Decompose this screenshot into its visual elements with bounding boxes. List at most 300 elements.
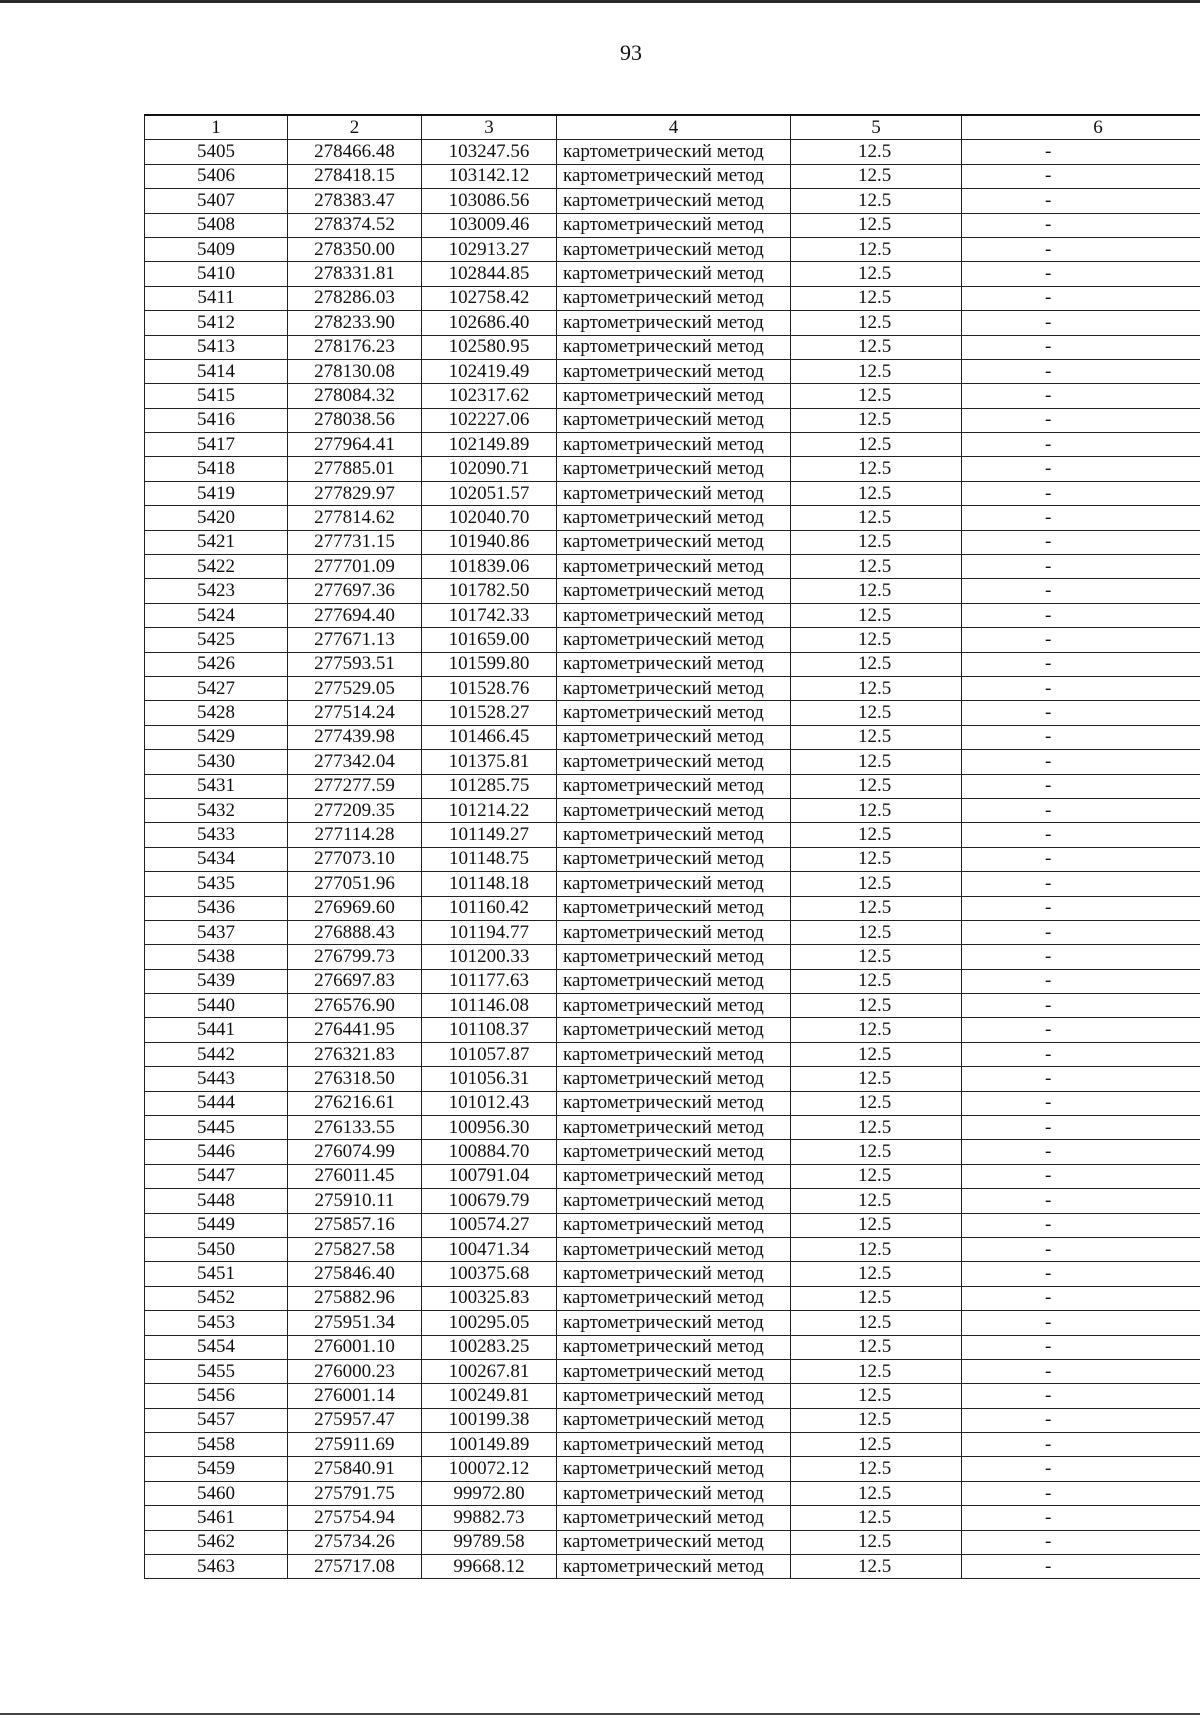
point-number-cell: 5456 [145, 1384, 288, 1408]
accuracy-cell: 12.5 [791, 676, 962, 700]
note-cell: - [962, 335, 1200, 359]
y-coordinate-cell: 101466.45 [422, 725, 557, 749]
point-number-cell: 5449 [145, 1213, 288, 1237]
x-coordinate-cell: 275911.69 [288, 1433, 422, 1457]
note-cell: - [962, 311, 1200, 335]
method-cell: картометрический метод [557, 628, 791, 652]
table-row [145, 189, 1200, 213]
x-coordinate-cell: 276216.61 [288, 1091, 422, 1115]
method-cell: картометрический метод [557, 262, 791, 286]
point-number-cell: 5410 [145, 262, 288, 286]
y-coordinate-cell: 101782.50 [422, 579, 557, 603]
accuracy-cell: 12.5 [791, 1530, 962, 1554]
method-cell: картометрический метод [557, 286, 791, 310]
point-number-cell: 5434 [145, 847, 288, 871]
y-coordinate-cell: 103009.46 [422, 213, 557, 237]
method-cell: картометрический метод [557, 530, 791, 554]
x-coordinate-cell: 275827.58 [288, 1237, 422, 1261]
table-row [145, 1189, 1200, 1213]
note-cell: - [962, 1140, 1200, 1164]
accuracy-cell: 12.5 [791, 189, 962, 213]
method-cell: картометрический метод [557, 701, 791, 725]
y-coordinate-cell: 103086.56 [422, 189, 557, 213]
table-row [145, 555, 1200, 579]
table-header-row [145, 115, 1200, 140]
note-cell: - [962, 1335, 1200, 1359]
accuracy-cell: 12.5 [791, 1481, 962, 1505]
table-row [145, 1237, 1200, 1261]
table-row [145, 774, 1200, 798]
method-cell: картометрический метод [557, 189, 791, 213]
x-coordinate-cell: 275951.34 [288, 1311, 422, 1335]
table-row [145, 1359, 1200, 1383]
table-row [145, 237, 1200, 261]
table-row [145, 1262, 1200, 1286]
table-row [145, 1067, 1200, 1091]
accuracy-cell: 12.5 [791, 1091, 962, 1115]
table-row [145, 1555, 1200, 1579]
table-row [145, 506, 1200, 530]
table-row [145, 359, 1200, 383]
column-header: 5 [791, 115, 962, 140]
x-coordinate-cell: 277439.98 [288, 725, 422, 749]
point-number-cell: 5443 [145, 1067, 288, 1091]
y-coordinate-cell: 102686.40 [422, 311, 557, 335]
accuracy-cell: 12.5 [791, 140, 962, 164]
note-cell: - [962, 945, 1200, 969]
y-coordinate-cell: 101375.81 [422, 750, 557, 774]
scan-edge-bottom [0, 1713, 1200, 1715]
table-row [145, 1286, 1200, 1310]
note-cell: - [962, 1359, 1200, 1383]
y-coordinate-cell: 102758.42 [422, 286, 557, 310]
table-row [145, 1335, 1200, 1359]
note-cell: - [962, 189, 1200, 213]
accuracy-cell: 12.5 [791, 335, 962, 359]
table-row [145, 701, 1200, 725]
point-number-cell: 5408 [145, 213, 288, 237]
x-coordinate-cell: 278331.81 [288, 262, 422, 286]
accuracy-cell: 12.5 [791, 969, 962, 993]
accuracy-cell: 12.5 [791, 1335, 962, 1359]
note-cell: - [962, 628, 1200, 652]
table-row [145, 262, 1200, 286]
point-number-cell: 5461 [145, 1506, 288, 1530]
y-coordinate-cell: 100884.70 [422, 1140, 557, 1164]
method-cell: картометрический метод [557, 1140, 791, 1164]
point-number-cell: 5444 [145, 1091, 288, 1115]
note-cell: - [962, 725, 1200, 749]
table-row [145, 969, 1200, 993]
point-number-cell: 5450 [145, 1237, 288, 1261]
table-row [145, 1213, 1200, 1237]
method-cell: картометрический метод [557, 1408, 791, 1432]
method-cell: картометрический метод [557, 1237, 791, 1261]
accuracy-cell: 12.5 [791, 725, 962, 749]
table-row [145, 164, 1200, 188]
note-cell: - [962, 774, 1200, 798]
point-number-cell: 5426 [145, 652, 288, 676]
point-number-cell: 5412 [145, 311, 288, 335]
y-coordinate-cell: 100249.81 [422, 1384, 557, 1408]
y-coordinate-cell: 101214.22 [422, 798, 557, 822]
table-row [145, 872, 1200, 896]
table-row [145, 628, 1200, 652]
point-number-cell: 5417 [145, 433, 288, 457]
accuracy-cell: 12.5 [791, 652, 962, 676]
point-number-cell: 5433 [145, 823, 288, 847]
note-cell: - [962, 359, 1200, 383]
table-row [145, 823, 1200, 847]
y-coordinate-cell: 101149.27 [422, 823, 557, 847]
method-cell: картометрический метод [557, 1530, 791, 1554]
note-cell: - [962, 896, 1200, 920]
x-coordinate-cell: 278383.47 [288, 189, 422, 213]
method-cell: картометрический метод [557, 725, 791, 749]
accuracy-cell: 12.5 [791, 1286, 962, 1310]
x-coordinate-cell: 278233.90 [288, 311, 422, 335]
method-cell: картометрический метод [557, 1481, 791, 1505]
y-coordinate-cell: 102580.95 [422, 335, 557, 359]
note-cell: - [962, 701, 1200, 725]
method-cell: картометрический метод [557, 920, 791, 944]
method-cell: картометрический метод [557, 798, 791, 822]
point-number-cell: 5452 [145, 1286, 288, 1310]
y-coordinate-cell: 101285.75 [422, 774, 557, 798]
table-row [145, 1408, 1200, 1432]
x-coordinate-cell: 278374.52 [288, 213, 422, 237]
y-coordinate-cell: 101940.86 [422, 530, 557, 554]
x-coordinate-cell: 277731.15 [288, 530, 422, 554]
note-cell: - [962, 164, 1200, 188]
note-cell: - [962, 1286, 1200, 1310]
note-cell: - [962, 1189, 1200, 1213]
y-coordinate-cell: 101177.63 [422, 969, 557, 993]
note-cell: - [962, 1164, 1200, 1188]
method-cell: картометрический метод [557, 1457, 791, 1481]
note-cell: - [962, 1262, 1200, 1286]
x-coordinate-cell: 276133.55 [288, 1116, 422, 1140]
accuracy-cell: 12.5 [791, 1213, 962, 1237]
x-coordinate-cell: 278176.23 [288, 335, 422, 359]
table-row [145, 335, 1200, 359]
table-body [145, 140, 1200, 1579]
y-coordinate-cell: 101599.80 [422, 652, 557, 676]
accuracy-cell: 12.5 [791, 1262, 962, 1286]
accuracy-cell: 12.5 [791, 311, 962, 335]
accuracy-cell: 12.5 [791, 579, 962, 603]
note-cell: - [962, 652, 1200, 676]
x-coordinate-cell: 276001.14 [288, 1384, 422, 1408]
accuracy-cell: 12.5 [791, 1116, 962, 1140]
table-row [145, 481, 1200, 505]
y-coordinate-cell: 100375.68 [422, 1262, 557, 1286]
x-coordinate-cell: 277073.10 [288, 847, 422, 871]
method-cell: картометрический метод [557, 1189, 791, 1213]
note-cell: - [962, 994, 1200, 1018]
x-coordinate-cell: 275957.47 [288, 1408, 422, 1432]
point-number-cell: 5453 [145, 1311, 288, 1335]
y-coordinate-cell: 102051.57 [422, 481, 557, 505]
accuracy-cell: 12.5 [791, 1164, 962, 1188]
x-coordinate-cell: 277114.28 [288, 823, 422, 847]
point-number-cell: 5429 [145, 725, 288, 749]
y-coordinate-cell: 101659.00 [422, 628, 557, 652]
accuracy-cell: 12.5 [791, 481, 962, 505]
method-cell: картометрический метод [557, 1116, 791, 1140]
point-number-cell: 5430 [145, 750, 288, 774]
table-row [145, 213, 1200, 237]
note-cell: - [962, 1457, 1200, 1481]
method-cell: картометрический метод [557, 1286, 791, 1310]
point-number-cell: 5409 [145, 237, 288, 261]
method-cell: картометрический метод [557, 969, 791, 993]
column-header: 2 [288, 115, 422, 140]
y-coordinate-cell: 100791.04 [422, 1164, 557, 1188]
table-row [145, 1164, 1200, 1188]
accuracy-cell: 12.5 [791, 994, 962, 1018]
method-cell: картометрический метод [557, 823, 791, 847]
x-coordinate-cell: 277529.05 [288, 676, 422, 700]
method-cell: картометрический метод [557, 945, 791, 969]
point-number-cell: 5457 [145, 1408, 288, 1432]
accuracy-cell: 12.5 [791, 457, 962, 481]
method-cell: картометрический метод [557, 140, 791, 164]
y-coordinate-cell: 101012.43 [422, 1091, 557, 1115]
x-coordinate-cell: 277342.04 [288, 750, 422, 774]
point-number-cell: 5427 [145, 676, 288, 700]
note-cell: - [962, 237, 1200, 261]
table-row [145, 140, 1200, 164]
x-coordinate-cell: 278286.03 [288, 286, 422, 310]
table-row [145, 725, 1200, 749]
point-number-cell: 5411 [145, 286, 288, 310]
note-cell: - [962, 1042, 1200, 1066]
method-cell: картометрический метод [557, 774, 791, 798]
accuracy-cell: 12.5 [791, 1018, 962, 1042]
x-coordinate-cell: 276011.45 [288, 1164, 422, 1188]
accuracy-cell: 12.5 [791, 1555, 962, 1579]
y-coordinate-cell: 102844.85 [422, 262, 557, 286]
method-cell: картометрический метод [557, 384, 791, 408]
point-number-cell: 5454 [145, 1335, 288, 1359]
y-coordinate-cell: 102040.70 [422, 506, 557, 530]
method-cell: картометрический метод [557, 847, 791, 871]
x-coordinate-cell: 278466.48 [288, 140, 422, 164]
method-cell: картометрический метод [557, 872, 791, 896]
point-number-cell: 5447 [145, 1164, 288, 1188]
point-number-cell: 5423 [145, 579, 288, 603]
y-coordinate-cell: 101148.75 [422, 847, 557, 871]
note-cell: - [962, 872, 1200, 896]
point-number-cell: 5405 [145, 140, 288, 164]
note-cell: - [962, 1237, 1200, 1261]
accuracy-cell: 12.5 [791, 433, 962, 457]
table-row [145, 1457, 1200, 1481]
accuracy-cell: 12.5 [791, 1433, 962, 1457]
table-row [145, 1530, 1200, 1554]
point-number-cell: 5455 [145, 1359, 288, 1383]
accuracy-cell: 12.5 [791, 530, 962, 554]
note-cell: - [962, 603, 1200, 627]
point-number-cell: 5424 [145, 603, 288, 627]
note-cell: - [962, 1555, 1200, 1579]
y-coordinate-cell: 101742.33 [422, 603, 557, 627]
point-number-cell: 5406 [145, 164, 288, 188]
method-cell: картометрический метод [557, 1506, 791, 1530]
method-cell: картометрический метод [557, 1067, 791, 1091]
table-row [145, 1018, 1200, 1042]
accuracy-cell: 12.5 [791, 1237, 962, 1261]
accuracy-cell: 12.5 [791, 701, 962, 725]
y-coordinate-cell: 103142.12 [422, 164, 557, 188]
method-cell: картометрический метод [557, 603, 791, 627]
accuracy-cell: 12.5 [791, 1311, 962, 1335]
method-cell: картометрический метод [557, 750, 791, 774]
scan-edge-top [0, 0, 1200, 3]
accuracy-cell: 12.5 [791, 237, 962, 261]
note-cell: - [962, 1018, 1200, 1042]
page-number: 93 [620, 40, 642, 65]
point-number-cell: 5462 [145, 1530, 288, 1554]
accuracy-cell: 12.5 [791, 603, 962, 627]
method-cell: картометрический метод [557, 457, 791, 481]
table-row [145, 1116, 1200, 1140]
note-cell: - [962, 798, 1200, 822]
point-number-cell: 5407 [145, 189, 288, 213]
table-row [145, 847, 1200, 871]
method-cell: картометрический метод [557, 994, 791, 1018]
method-cell: картометрический метод [557, 1335, 791, 1359]
table-row [145, 652, 1200, 676]
note-cell: - [962, 408, 1200, 432]
point-number-cell: 5442 [145, 1042, 288, 1066]
accuracy-cell: 12.5 [791, 1189, 962, 1213]
point-number-cell: 5441 [145, 1018, 288, 1042]
x-coordinate-cell: 277593.51 [288, 652, 422, 676]
note-cell: - [962, 1481, 1200, 1505]
table-row [145, 920, 1200, 944]
method-cell: картометрический метод [557, 335, 791, 359]
x-coordinate-cell: 276321.83 [288, 1042, 422, 1066]
x-coordinate-cell: 276318.50 [288, 1067, 422, 1091]
method-cell: картометрический метод [557, 506, 791, 530]
x-coordinate-cell: 276697.83 [288, 969, 422, 993]
x-coordinate-cell: 275754.94 [288, 1506, 422, 1530]
note-cell: - [962, 1213, 1200, 1237]
x-coordinate-cell: 276576.90 [288, 994, 422, 1018]
table-row [145, 1140, 1200, 1164]
x-coordinate-cell: 276888.43 [288, 920, 422, 944]
accuracy-cell: 12.5 [791, 1140, 962, 1164]
point-number-cell: 5436 [145, 896, 288, 920]
x-coordinate-cell: 276799.73 [288, 945, 422, 969]
x-coordinate-cell: 278418.15 [288, 164, 422, 188]
method-cell: картометрический метод [557, 311, 791, 335]
note-cell: - [962, 213, 1200, 237]
accuracy-cell: 12.5 [791, 1408, 962, 1432]
table-row [145, 676, 1200, 700]
table-row [145, 433, 1200, 457]
x-coordinate-cell: 277885.01 [288, 457, 422, 481]
note-cell: - [962, 140, 1200, 164]
x-coordinate-cell: 278350.00 [288, 237, 422, 261]
y-coordinate-cell: 100956.30 [422, 1116, 557, 1140]
y-coordinate-cell: 102419.49 [422, 359, 557, 383]
y-coordinate-cell: 102149.89 [422, 433, 557, 457]
y-coordinate-cell: 100574.27 [422, 1213, 557, 1237]
note-cell: - [962, 433, 1200, 457]
point-number-cell: 5446 [145, 1140, 288, 1164]
method-cell: картометрический метод [557, 1359, 791, 1383]
y-coordinate-cell: 99972.80 [422, 1481, 557, 1505]
method-cell: картометрический метод [557, 408, 791, 432]
point-number-cell: 5431 [145, 774, 288, 798]
x-coordinate-cell: 277814.62 [288, 506, 422, 530]
y-coordinate-cell: 101528.27 [422, 701, 557, 725]
y-coordinate-cell: 99789.58 [422, 1530, 557, 1554]
x-coordinate-cell: 275734.26 [288, 1530, 422, 1554]
x-coordinate-cell: 277277.59 [288, 774, 422, 798]
x-coordinate-cell: 275791.75 [288, 1481, 422, 1505]
x-coordinate-cell: 277514.24 [288, 701, 422, 725]
accuracy-cell: 12.5 [791, 750, 962, 774]
accuracy-cell: 12.5 [791, 1359, 962, 1383]
point-number-cell: 5414 [145, 359, 288, 383]
x-coordinate-cell: 276074.99 [288, 1140, 422, 1164]
table-row [145, 1042, 1200, 1066]
table-row [145, 530, 1200, 554]
note-cell: - [962, 1311, 1200, 1335]
note-cell: - [962, 579, 1200, 603]
method-cell: картометрический метод [557, 1213, 791, 1237]
y-coordinate-cell: 101528.76 [422, 676, 557, 700]
table-row [145, 945, 1200, 969]
table-row [145, 1384, 1200, 1408]
y-coordinate-cell: 99668.12 [422, 1555, 557, 1579]
x-coordinate-cell: 276001.10 [288, 1335, 422, 1359]
accuracy-cell: 12.5 [791, 945, 962, 969]
note-cell: - [962, 823, 1200, 847]
point-number-cell: 5438 [145, 945, 288, 969]
y-coordinate-cell: 100295.05 [422, 1311, 557, 1335]
x-coordinate-cell: 275882.96 [288, 1286, 422, 1310]
method-cell: картометрический метод [557, 1018, 791, 1042]
note-cell: - [962, 1384, 1200, 1408]
accuracy-cell: 12.5 [791, 213, 962, 237]
table-row [145, 896, 1200, 920]
accuracy-cell: 12.5 [791, 555, 962, 579]
column-header: 6 [962, 115, 1200, 140]
method-cell: картометрический метод [557, 1433, 791, 1457]
y-coordinate-cell: 102227.06 [422, 408, 557, 432]
table-row [145, 1481, 1200, 1505]
point-number-cell: 5419 [145, 481, 288, 505]
point-number-cell: 5463 [145, 1555, 288, 1579]
point-number-cell: 5425 [145, 628, 288, 652]
x-coordinate-cell: 277697.36 [288, 579, 422, 603]
y-coordinate-cell: 101108.37 [422, 1018, 557, 1042]
point-number-cell: 5422 [145, 555, 288, 579]
point-number-cell: 5439 [145, 969, 288, 993]
x-coordinate-cell: 276000.23 [288, 1359, 422, 1383]
accuracy-cell: 12.5 [791, 286, 962, 310]
point-number-cell: 5437 [145, 920, 288, 944]
note-cell: - [962, 1408, 1200, 1432]
point-number-cell: 5416 [145, 408, 288, 432]
note-cell: - [962, 847, 1200, 871]
note-cell: - [962, 920, 1200, 944]
